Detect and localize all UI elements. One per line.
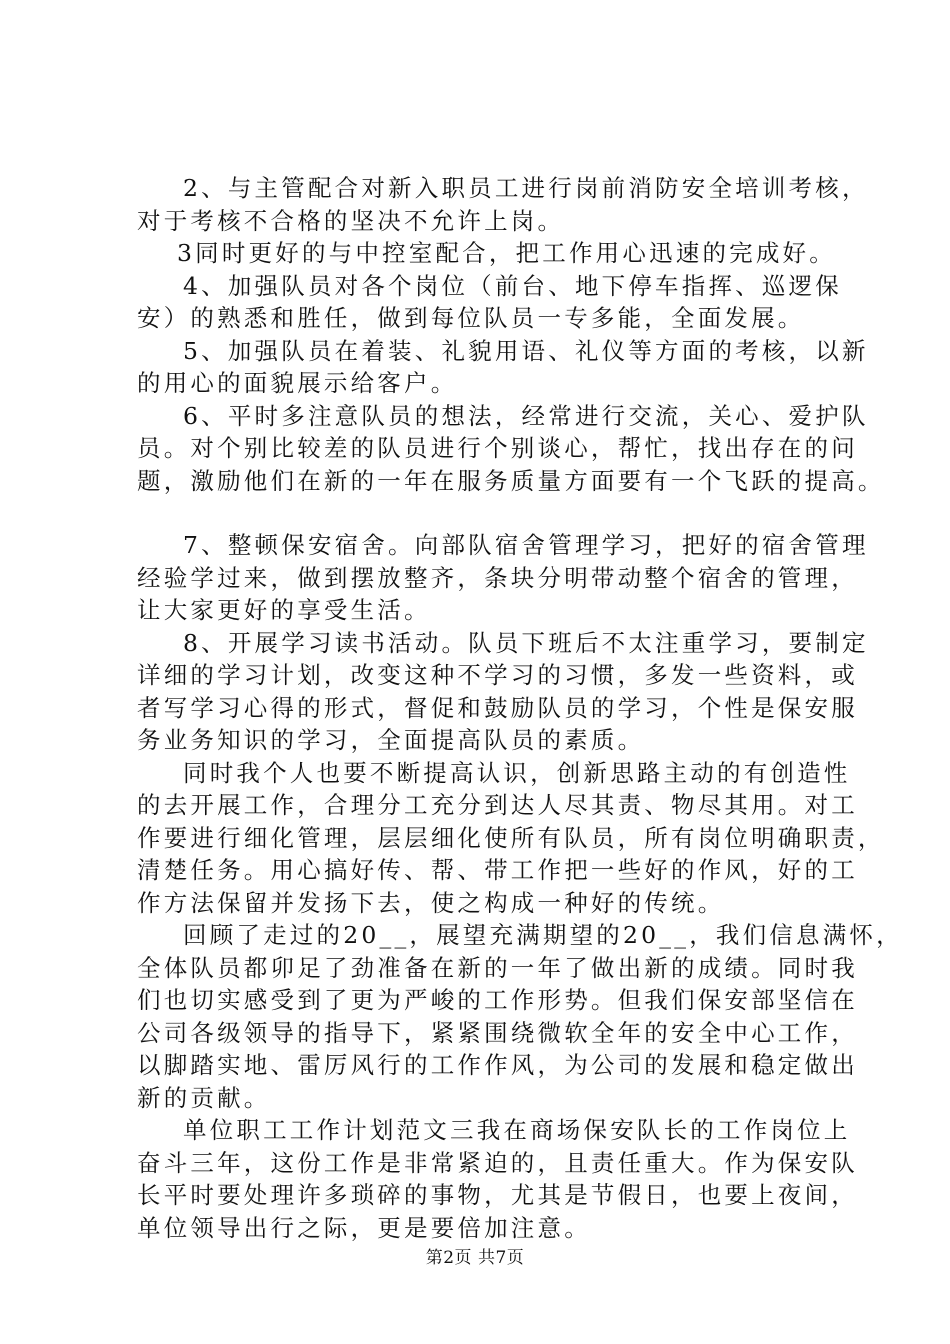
text-line: 员。对个别比较差的队员进行个别谈心，帮忙，找出存在的问 xyxy=(137,434,858,462)
paragraph-item-2 xyxy=(137,172,869,237)
page-number: 第2页 共7页 xyxy=(425,1248,525,1268)
text-line: 同时我个人也要不断提高认识，创新思路主动的有创造性 xyxy=(183,758,851,787)
paragraph-review-outlook xyxy=(137,919,903,1114)
text-line: 者写学习心得的形式，督促和鼓励队员的学习，个性是保安服 xyxy=(137,693,858,722)
text-line: 的去开展工作，合理分工充分到达人尽其责、物尽其用。对工 xyxy=(137,791,858,819)
text-line: 安）的熟悉和胜任，做到每位队员一专多能，全面发展。 xyxy=(137,304,805,332)
paragraph-item-8 xyxy=(137,627,869,757)
text-line: 作要进行细化管理，层层细化使所有队员，所有岗位明确职责， xyxy=(137,823,885,852)
text-line: 以脚踏实地、雷厉风行的工作作风，为公司的发展和稳定做出 xyxy=(137,1051,858,1079)
text-line: 对于考核不合格的坚决不允许上岗。 xyxy=(137,206,565,235)
text-line: 5、加强队员在着装、礼貌用语、礼仪等方面的考核，以新 xyxy=(183,336,869,365)
document-body xyxy=(137,172,903,1244)
text-line: 作方法保留并发扬下去，使之构成一种好的传统。 xyxy=(137,888,725,917)
text-line: 2、与主管配合对新入职员工进行岗前消防安全培训考核， xyxy=(183,174,869,202)
text-line: 单位职工工作计划范文三我在商场保安队长的工作岗位上 xyxy=(183,1116,851,1144)
text-line: 们也切实感受到了更为严峻的工作形势。但我们保安部坚信在 xyxy=(137,986,858,1014)
text-line: 回顾了走过的20__，展望充满期望的20__，我们信息满怀， xyxy=(183,921,903,949)
paragraph-item-3 xyxy=(137,237,857,270)
text-line: 详细的学习计划，改变这种不学习的习惯，多发一些资料，或 xyxy=(137,661,858,689)
text-line: 清楚任务。用心搞好传、帮、带工作把一些好的作风，好的工 xyxy=(137,856,858,884)
text-line: 让大家更好的享受生活。 xyxy=(137,596,431,624)
paragraph-item-7 xyxy=(137,529,869,627)
text-line: 6、平时多注意队员的想法，经常进行交流，关心、爱护队 xyxy=(183,401,869,430)
paragraph-item-6 xyxy=(137,400,885,498)
page-footer xyxy=(0,1243,950,1268)
text-line: 奋斗三年，这份工作是非常紧迫的，且责任重大。作为保安队 xyxy=(137,1148,858,1177)
text-line: 新的贡献。 xyxy=(137,1083,271,1112)
text-line: 经验学过来，做到摆放整齐，条块分明带动整个宿舍的管理， xyxy=(137,563,858,592)
text-line: 8、开展学习读书活动。队员下班后不太注重学习，要制定 xyxy=(183,628,869,657)
text-line: 3同时更好的与中控室配合，把工作用心迅速的完成好。 xyxy=(177,239,836,267)
text-line: 的用心的面貌展示给客户。 xyxy=(137,369,458,397)
text-line: 4、加强队员对各个岗位（前台、地下停车指挥、巡逻保 xyxy=(183,271,842,300)
text-line: 题，激励他们在新的一年在服务质量方面要有一个飞跃的提高。 xyxy=(137,466,885,495)
text-line: 务业务知识的学习，全面提高队员的素质。 xyxy=(137,726,645,754)
text-line: 全体队员都卯足了劲准备在新的一年了做出新的成绩。同时我 xyxy=(137,953,858,982)
text-line: 单位领导出行之际，更是要倍加注意。 xyxy=(137,1213,591,1242)
paragraph-item-5 xyxy=(137,335,869,400)
paragraph-personal-improvement xyxy=(137,757,885,920)
paragraph-item-4 xyxy=(137,270,857,335)
paragraph-sample-three xyxy=(137,1114,857,1244)
text-line: 7、整顿保安宿舍。向部队宿舍管理学习，把好的宿舍管理 xyxy=(183,531,869,559)
text-line: 长平时要处理许多琐碎的事物，尤其是节假日，也要上夜间， xyxy=(137,1181,858,1209)
text-line: 公司各级领导的指导下，紧紧围绕微软全年的安全中心工作， xyxy=(137,1018,858,1047)
